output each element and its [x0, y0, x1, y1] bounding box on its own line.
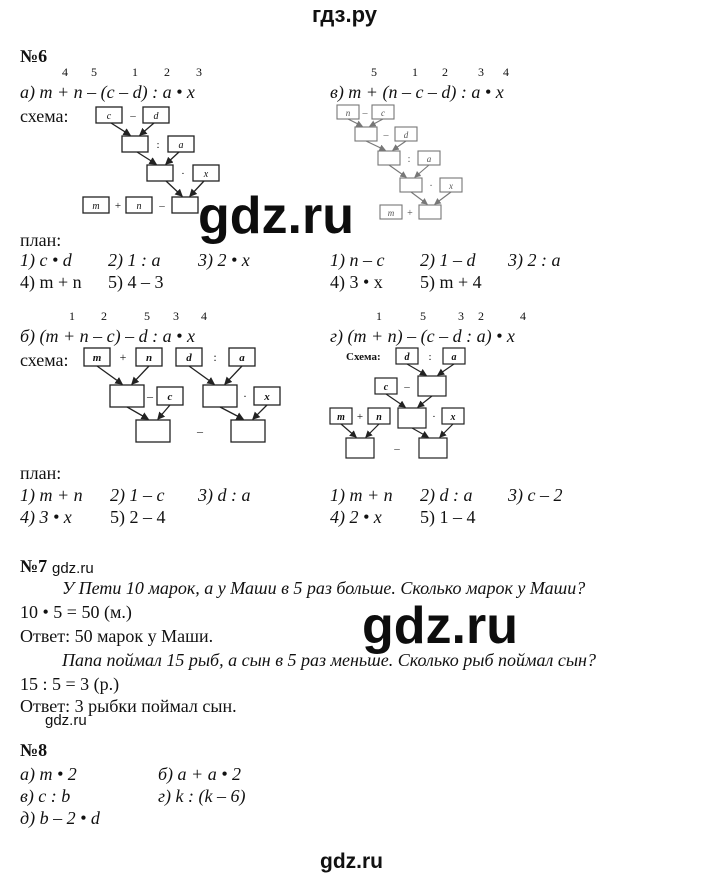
task8-a: а) m • 2	[20, 764, 77, 784]
schema-a-op-4: +	[114, 200, 122, 212]
plan-g-2: 2) d : a	[420, 485, 473, 505]
order-num-g-1: 1	[376, 309, 382, 323]
schema-v-op-1: –	[362, 108, 368, 119]
site-title: гдз.ру	[312, 2, 377, 27]
task7-problem-2: Папа поймал 15 рыб, а сын в 5 раз меньше. Сколько рыб поймал сын?	[62, 650, 596, 670]
schema-g-var-d: d	[404, 352, 410, 363]
schema-a-op-5: –	[159, 200, 165, 212]
expr-6g: г) (m + n) – (c – d : a) • x	[330, 326, 515, 346]
task7-answer-2: Ответ: 3 рыбки поймал сын.	[20, 696, 237, 716]
task-7-number: №7	[20, 556, 48, 576]
schema-g-op-5: –	[394, 443, 400, 455]
schema-b-var-a: a	[239, 352, 245, 364]
task8-v: в) c : b	[20, 786, 71, 806]
schema-b-var-m: m	[92, 352, 102, 364]
schema-b-var-x: x	[264, 391, 270, 403]
plan-v-4: 4) 3 • x	[330, 272, 383, 292]
schema-v-var-m: m	[387, 208, 395, 218]
task-8-number: №8	[20, 740, 48, 760]
order-num-g-5: 4	[520, 309, 526, 323]
schema-v-op-2: –	[383, 130, 389, 141]
expr-6v: в) m + (n – c – d) : a • x	[330, 82, 504, 102]
order-num-v-1: 5	[371, 65, 377, 79]
schema-a-var-d: d	[153, 111, 159, 122]
task7-problem-1: У Пети 10 марок, а у Маши в 5 раз больше. Сколько марок у Маши?	[62, 578, 586, 598]
schema-b-var-n: n	[145, 352, 153, 364]
plan-g-4: 4) 2 • x	[330, 507, 382, 527]
plan-b-4: 4) 3 • x	[20, 507, 72, 527]
plan-a-1: 1) c • d	[20, 250, 72, 270]
schema-v-var-a: a	[426, 154, 432, 164]
schema-a-op-2: :	[156, 139, 160, 151]
order-num-a-2: 5	[91, 65, 97, 79]
order-num-g-3: 3	[458, 309, 464, 323]
plan-b-1: 1) m + n	[20, 485, 83, 505]
order-num-v-2: 1	[412, 65, 418, 79]
plan-g-1: 1) m + n	[330, 485, 393, 505]
plan-label-2: план:	[20, 463, 62, 483]
schema-a-var-m: m	[92, 201, 100, 212]
plan-b-2: 2) 1 – c	[110, 485, 165, 505]
task7-answer-1: Ответ: 50 марок у Маши.	[20, 626, 214, 646]
task8-b: б) a + a • 2	[158, 764, 241, 784]
schema-a-op-1: –	[130, 110, 136, 122]
order-num-a-5: 3	[196, 65, 202, 79]
schema-label-g: Схема:	[346, 351, 381, 363]
watermark-large-1: gdz.ru	[198, 187, 354, 245]
order-num-b-4: 3	[173, 309, 179, 323]
schema-g-op-2: –	[404, 381, 410, 393]
schema-v-var-x: x	[449, 181, 453, 191]
order-num-b-5: 4	[201, 309, 207, 323]
plan-g-3: 3) c – 2	[508, 485, 563, 505]
plan-v-1: 1) n – c	[330, 250, 385, 270]
order-num-b-2: 2	[101, 309, 107, 323]
schema-g-op-4: ·	[432, 411, 436, 423]
order-num-v-5: 4	[503, 65, 509, 79]
schema-b-op-1: +	[119, 350, 127, 364]
plan-a-5: 5) 4 – 3	[108, 272, 164, 292]
task7-solution-2: 15 : 5 = 3 (р.)	[20, 674, 120, 694]
schema-a-var-a: a	[178, 140, 184, 151]
order-num-b-3: 5	[144, 309, 150, 323]
schema-g-op-3: +	[356, 411, 364, 423]
plan-v-5: 5) m + 4	[420, 272, 482, 292]
schema-label-b: схема:	[20, 350, 69, 370]
plan-a-4: 4) m + n	[20, 272, 82, 292]
schema-a-op-3: ·	[181, 168, 185, 180]
schema-v-var-d: d	[403, 130, 409, 140]
order-num-g-2: 5	[420, 309, 426, 323]
schema-g-op-1: :	[428, 351, 432, 363]
watermark-large-2: gdz.ru	[362, 597, 518, 655]
expr-6b: б) (m + n – c) – d : a • x	[20, 326, 195, 346]
plan-g-5: 5) 1 – 4	[420, 507, 476, 527]
schema-a-var-n: n	[136, 201, 142, 212]
schema-v-var-c: c	[381, 108, 385, 118]
plan-v-3: 3) 2 : a	[508, 250, 561, 270]
order-num-a-3: 1	[132, 65, 138, 79]
task8-g: г) k : (k – 6)	[158, 786, 246, 806]
order-num-b-1: 1	[69, 309, 75, 323]
task7-solution-1: 10 • 5 = 50 (м.)	[20, 602, 132, 622]
plan-b-3: 3) d : a	[198, 485, 251, 505]
footer-watermark: gdz.ru	[320, 850, 383, 873]
plan-a-3: 3) 2 • x	[198, 250, 250, 270]
order-num-a-4: 2	[164, 65, 170, 79]
task-6-number: №6	[20, 46, 48, 66]
schema-label-a: схема:	[20, 106, 69, 126]
order-num-v-3: 2	[442, 65, 448, 79]
schema-b-op-2: :	[213, 350, 217, 364]
schema-g-var-x: x	[450, 412, 456, 423]
schema-a-var-x: x	[203, 169, 209, 180]
watermark-small-1: gdz.ru	[52, 560, 94, 577]
schema-b-var-d: d	[186, 352, 192, 364]
schema-g-var-c: c	[383, 382, 389, 393]
schema-b-var-c: c	[167, 391, 173, 403]
schema-b-op-5: –	[197, 424, 203, 438]
schema-v-op-5: +	[407, 208, 413, 219]
schema-v-op-3: :	[407, 154, 411, 165]
order-num-g-4: 2	[478, 309, 484, 323]
schema-g-var-a: a	[451, 352, 457, 363]
order-num-v-4: 3	[478, 65, 484, 79]
expr-6a: а) m + n – (c – d) : a • x	[20, 82, 195, 102]
plan-a-2: 2) 1 : a	[108, 250, 161, 270]
schema-a-var-c: c	[106, 111, 112, 122]
task8-d: д) b – 2 • d	[20, 808, 100, 828]
schema-g-var-n: n	[376, 412, 382, 423]
watermark-small-2: gdz.ru	[45, 712, 87, 729]
plan-b-5: 5) 2 – 4	[110, 507, 166, 527]
plan-label-1: план:	[20, 230, 62, 250]
schema-v-op-4: ·	[429, 181, 433, 192]
schema-v-var-n: n	[345, 108, 351, 118]
order-num-a-1: 4	[62, 65, 68, 79]
schema-b-op-4: ·	[243, 389, 247, 403]
schema-b-op-3: –	[147, 389, 153, 403]
plan-v-2: 2) 1 – d	[420, 250, 476, 270]
schema-g-var-m: m	[337, 412, 345, 423]
